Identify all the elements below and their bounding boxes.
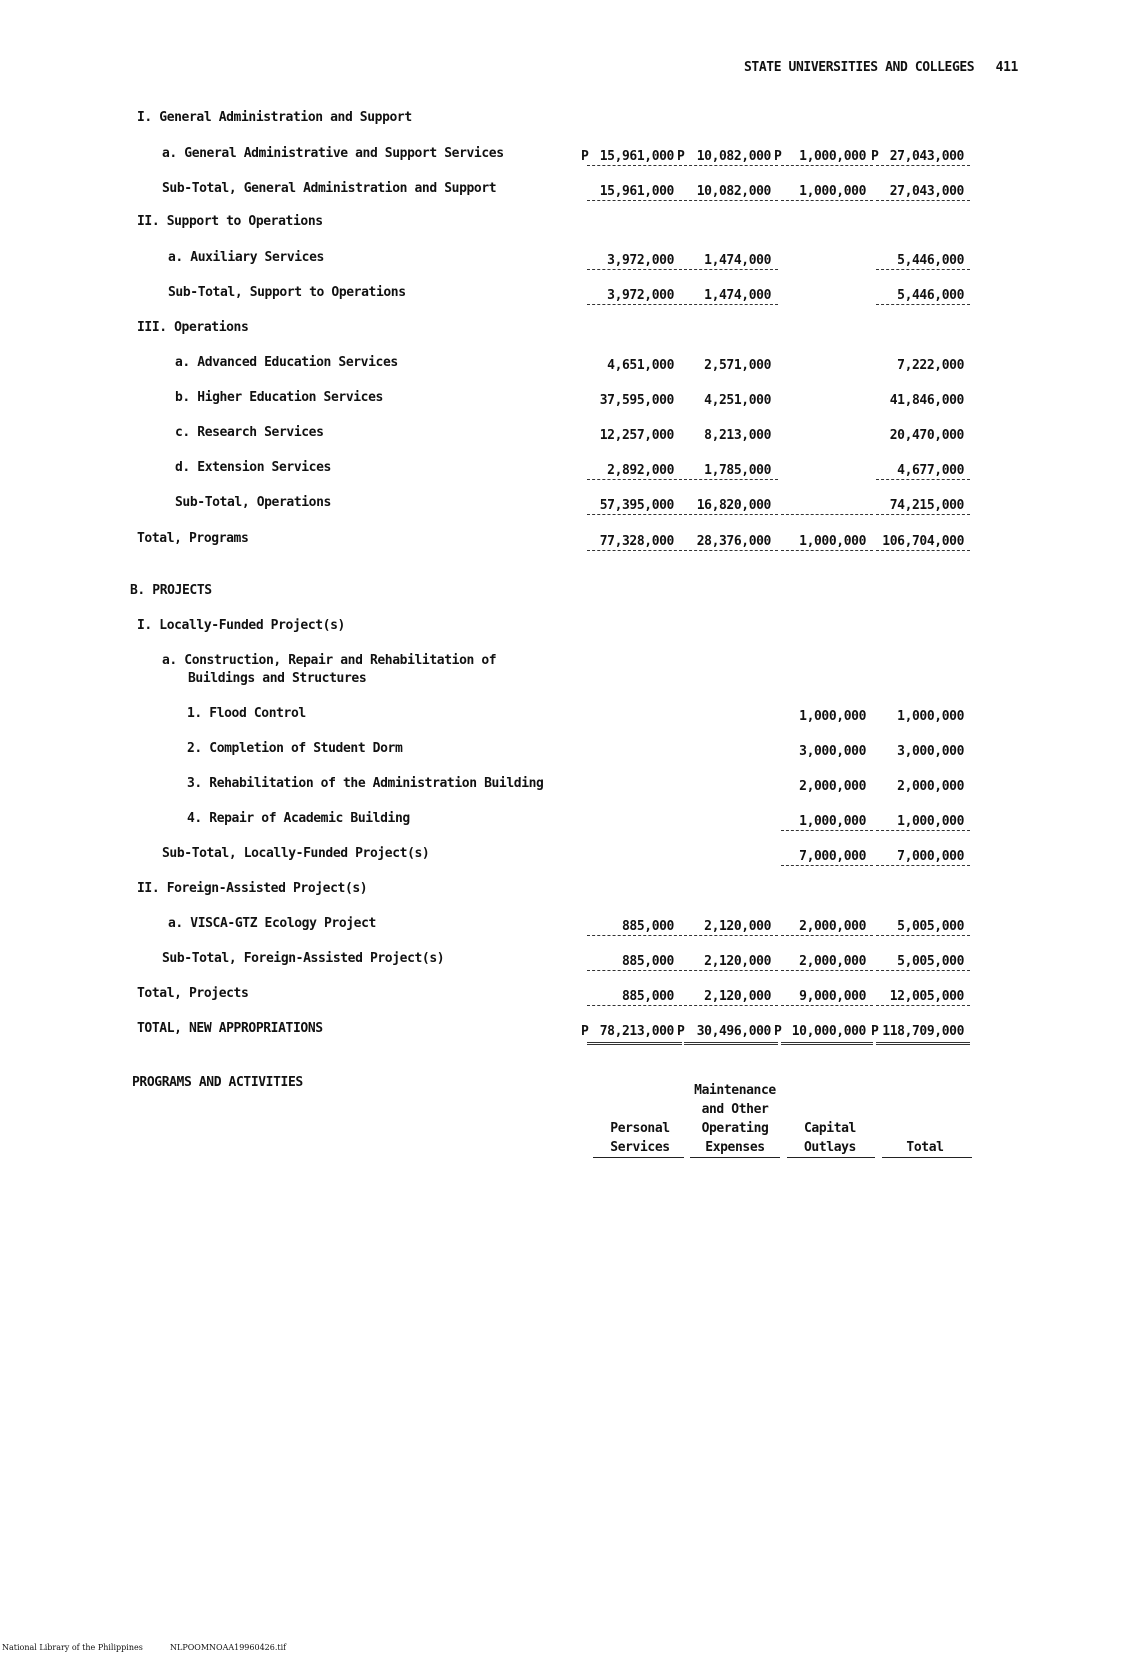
column-header-underline <box>882 1157 972 1158</box>
row-label: Sub-Total, General Administration and Support <box>162 181 497 196</box>
column-header-line: Expenses <box>705 1140 765 1155</box>
currency-symbol: P <box>581 1024 589 1039</box>
dashed-rule <box>781 970 873 971</box>
amount-cell: 2,000,000 <box>799 954 866 969</box>
amount-cell: 10,082,000 <box>696 149 771 164</box>
amount-cell: 1,000,000 <box>799 149 866 164</box>
currency-symbol: P <box>581 149 589 164</box>
amount-cell: 37,595,000 <box>599 393 674 408</box>
row-label: I. Locally-Funded Project(s) <box>137 618 345 633</box>
dashed-rule <box>781 830 873 831</box>
row-label: a. Construction, Repair and Rehabilitation of <box>162 653 497 668</box>
dashed-rule <box>587 970 682 971</box>
row-label: III. Operations <box>137 320 249 335</box>
dashed-rule <box>876 269 970 270</box>
row-label: b. Higher Education Services <box>175 390 383 405</box>
amount-cell: 16,820,000 <box>696 498 771 513</box>
amount-cell: 4,251,000 <box>704 393 771 408</box>
amount-cell: 2,892,000 <box>607 463 674 478</box>
dashed-rule <box>587 1005 682 1006</box>
column-header-line: Services <box>610 1140 670 1155</box>
footer-file: NLPOOMNOAA19960426.tif <box>170 1643 287 1652</box>
currency-symbol: P <box>677 1024 685 1039</box>
amount-cell: 5,005,000 <box>897 919 964 934</box>
running-head <box>744 60 1018 75</box>
column-header <box>782 1119 878 1157</box>
dashed-rule <box>876 200 970 201</box>
row-label: a. Advanced Education Services <box>175 355 398 370</box>
amount-cell: 7,222,000 <box>897 358 964 373</box>
dashed-rule <box>876 479 970 480</box>
row-label: II. Foreign-Assisted Project(s) <box>137 881 368 896</box>
dashed-rule <box>684 200 778 201</box>
amount-cell: 118,709,000 <box>882 1024 964 1039</box>
dashed-rule <box>684 269 778 270</box>
currency-symbol: P <box>774 1024 782 1039</box>
dashed-rule <box>781 550 873 551</box>
amount-cell: 3,972,000 <box>607 253 674 268</box>
double-rule <box>781 1042 873 1045</box>
amount-cell: 27,043,000 <box>889 184 964 199</box>
row-label: Sub-Total, Operations <box>175 495 331 510</box>
amount-cell: 106,704,000 <box>882 534 964 549</box>
amount-cell: 30,496,000 <box>696 1024 771 1039</box>
row-label: a. VISCA-GTZ Ecology Project <box>168 916 376 931</box>
dashed-rule <box>684 479 778 480</box>
dashed-rule <box>876 304 970 305</box>
amount-cell: 5,446,000 <box>897 288 964 303</box>
amount-cell: 1,000,000 <box>799 184 866 199</box>
currency-symbol: P <box>871 149 879 164</box>
dashed-rule <box>587 165 682 166</box>
row-label: I. General Administration and Support <box>137 110 412 125</box>
amount-cell: 20,470,000 <box>889 428 964 443</box>
dashed-rule <box>876 165 970 166</box>
amount-cell: 15,961,000 <box>599 149 674 164</box>
dashed-rule <box>684 550 778 551</box>
amount-cell: 1,000,000 <box>897 709 964 724</box>
column-header-underline <box>593 1157 684 1158</box>
amount-cell: 57,395,000 <box>599 498 674 513</box>
amount-cell: 4,677,000 <box>897 463 964 478</box>
amount-cell: 2,120,000 <box>704 989 771 1004</box>
amount-cell: 78,213,000 <box>599 1024 674 1039</box>
running-head-title: STATE UNIVERSITIES AND COLLEGES <box>744 60 975 75</box>
amount-cell: 3,000,000 <box>799 744 866 759</box>
amount-cell: 2,000,000 <box>897 779 964 794</box>
row-label: Buildings and Structures <box>188 671 367 686</box>
dashed-rule <box>684 165 778 166</box>
amount-cell: 1,785,000 <box>704 463 771 478</box>
dashed-rule <box>876 865 970 866</box>
dashed-rule <box>876 1005 970 1006</box>
amount-cell: 5,446,000 <box>897 253 964 268</box>
row-label: B. PROJECTS <box>130 583 212 598</box>
footer-library: National Library of the Philippines <box>2 1643 143 1652</box>
amount-cell: 28,376,000 <box>696 534 771 549</box>
column-header <box>879 1138 971 1157</box>
amount-cell: 1,000,000 <box>897 814 964 829</box>
currency-symbol: P <box>677 149 685 164</box>
amount-cell: 74,215,000 <box>889 498 964 513</box>
dashed-rule <box>684 1005 778 1006</box>
dashed-rule <box>587 200 682 201</box>
amount-cell: 8,213,000 <box>704 428 771 443</box>
row-label: TOTAL, NEW APPROPRIATIONS <box>137 1021 323 1036</box>
dashed-rule <box>781 165 873 166</box>
dashed-rule <box>587 550 682 551</box>
dashed-rule <box>587 269 682 270</box>
double-rule <box>684 1042 778 1045</box>
amount-cell: 2,000,000 <box>799 779 866 794</box>
dashed-rule <box>876 514 970 515</box>
amount-cell: 1,474,000 <box>704 288 771 303</box>
row-label: 1. Flood Control <box>187 706 306 721</box>
column-header-underline <box>690 1157 780 1158</box>
dashed-rule <box>684 514 778 515</box>
column-header-line: Outlays <box>804 1140 856 1155</box>
dashed-rule <box>684 935 778 936</box>
column-header-line: and Other <box>701 1102 769 1117</box>
amount-cell: 2,000,000 <box>799 919 866 934</box>
column-header-line: Personal <box>610 1121 670 1136</box>
column-header-line: Operating <box>701 1121 769 1136</box>
dashed-rule <box>781 935 873 936</box>
page-number: 411 <box>995 60 1018 75</box>
column-header <box>687 1081 783 1157</box>
amount-cell: 41,846,000 <box>889 393 964 408</box>
row-label: Total, Projects <box>137 986 249 1001</box>
dashed-rule <box>876 830 970 831</box>
amount-cell: 2,120,000 <box>704 954 771 969</box>
row-label: Sub-Total, Foreign-Assisted Project(s) <box>162 951 445 966</box>
programs-heading: PROGRAMS AND ACTIVITIES <box>132 1075 303 1090</box>
amount-cell: 5,005,000 <box>897 954 964 969</box>
amount-cell: 3,972,000 <box>607 288 674 303</box>
dashed-rule <box>781 1005 873 1006</box>
amount-cell: 885,000 <box>622 989 674 1004</box>
dashed-rule <box>587 935 682 936</box>
amount-cell: 2,571,000 <box>704 358 771 373</box>
amount-cell: 7,000,000 <box>897 849 964 864</box>
dashed-rule <box>587 479 682 480</box>
dashed-rule <box>781 200 873 201</box>
amount-cell: 12,257,000 <box>599 428 674 443</box>
amount-cell: 27,043,000 <box>889 149 964 164</box>
row-label: II. Support to Operations <box>137 214 323 229</box>
double-rule <box>876 1042 970 1045</box>
column-header <box>592 1119 688 1157</box>
dashed-rule <box>587 514 682 515</box>
amount-cell: 3,000,000 <box>897 744 964 759</box>
dashed-rule <box>876 935 970 936</box>
amount-cell: 7,000,000 <box>799 849 866 864</box>
dashed-rule <box>876 550 970 551</box>
dashed-rule <box>781 514 873 515</box>
amount-cell: 1,000,000 <box>799 814 866 829</box>
column-header-line: Total <box>906 1140 944 1155</box>
amount-cell: 2,120,000 <box>704 919 771 934</box>
currency-symbol: P <box>774 149 782 164</box>
dashed-rule <box>876 970 970 971</box>
amount-cell: 15,961,000 <box>599 184 674 199</box>
currency-symbol: P <box>871 1024 879 1039</box>
row-label: a. Auxiliary Services <box>168 250 324 265</box>
amount-cell: 4,651,000 <box>607 358 674 373</box>
row-label: Total, Programs <box>137 531 249 546</box>
amount-cell: 885,000 <box>622 919 674 934</box>
amount-cell: 1,000,000 <box>799 709 866 724</box>
row-label: 2. Completion of Student Dorm <box>187 741 403 756</box>
row-label: a. General Administrative and Support Services <box>162 146 504 161</box>
row-label: Sub-Total, Locally-Funded Project(s) <box>162 846 430 861</box>
row-label: 3. Rehabilitation of the Administration Building <box>187 776 544 791</box>
amount-cell: 10,000,000 <box>791 1024 866 1039</box>
column-header-line: Maintenance <box>694 1083 776 1098</box>
amount-cell: 9,000,000 <box>799 989 866 1004</box>
row-label: 4. Repair of Academic Building <box>187 811 410 826</box>
amount-cell: 885,000 <box>622 954 674 969</box>
amount-cell: 1,474,000 <box>704 253 771 268</box>
amount-cell: 12,005,000 <box>889 989 964 1004</box>
dashed-rule <box>684 970 778 971</box>
dashed-rule <box>587 304 682 305</box>
amount-cell: 77,328,000 <box>599 534 674 549</box>
column-header-line: Capital <box>804 1121 856 1136</box>
column-header-underline <box>787 1157 875 1158</box>
row-label: c. Research Services <box>175 425 324 440</box>
row-label: d. Extension Services <box>175 460 331 475</box>
double-rule <box>587 1042 682 1045</box>
amount-cell: 10,082,000 <box>696 184 771 199</box>
dashed-rule <box>781 865 873 866</box>
amount-cell: 1,000,000 <box>799 534 866 549</box>
row-label: Sub-Total, Support to Operations <box>168 285 406 300</box>
dashed-rule <box>684 304 778 305</box>
